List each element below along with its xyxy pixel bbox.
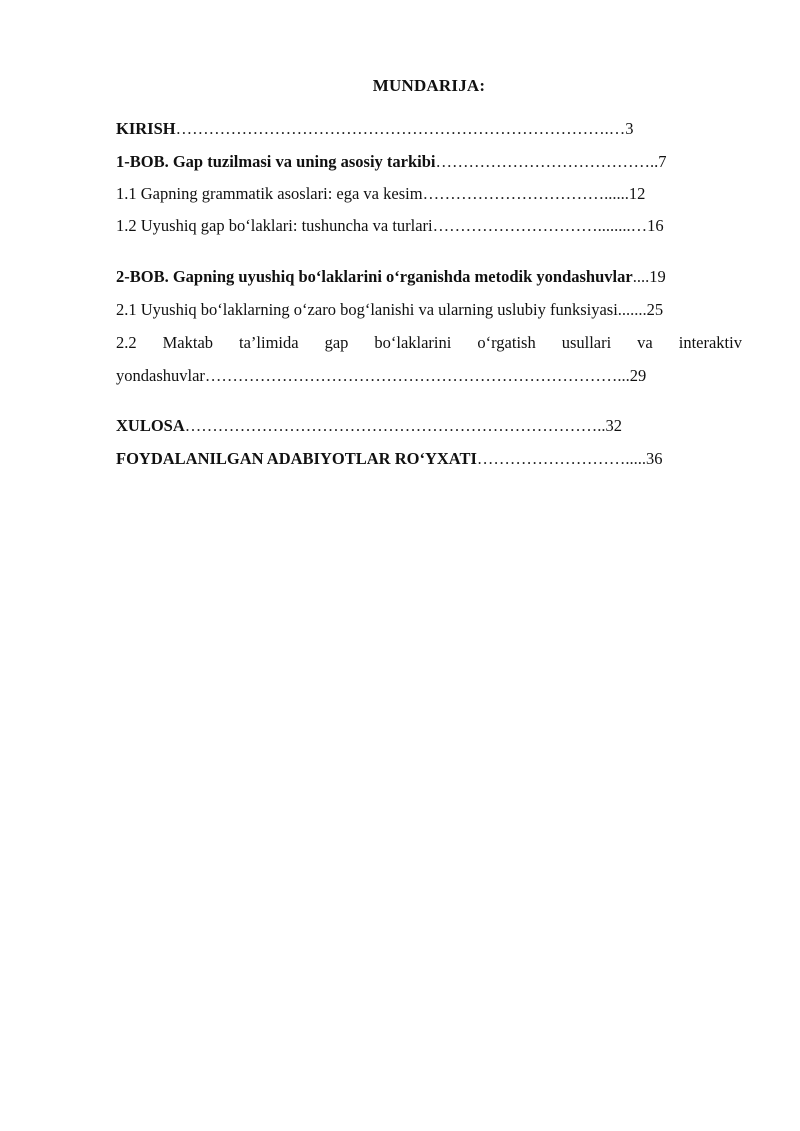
- toc-entry-xulosa: [116, 416, 742, 436]
- toc-leader: ……………………………......: [422, 184, 629, 203]
- toc-entry-section-1-1: [116, 184, 742, 204]
- toc-word: usullari: [561, 333, 612, 352]
- toc-entry-chapter-1: [116, 152, 742, 172]
- toc-entry-label: KIRISH: [116, 119, 176, 138]
- toc-word: Maktab: [162, 333, 214, 352]
- toc-entry-label: 2-BOB. Gapning uyushiq bo‘laklarini o‘rganishda metodik yondashuvlar: [116, 267, 633, 286]
- toc-word: 2.2: [116, 333, 137, 352]
- toc-leader: …………………………........…: [432, 216, 648, 235]
- toc-entry-label: XULOSA: [116, 416, 185, 435]
- toc-entry-label: 2.1 Uyushiq bo‘laklarning o‘zaro bog‘lanishi va ularning uslubiy funksiyasi: [116, 300, 618, 319]
- toc-page-number: 36: [646, 449, 663, 468]
- toc-entry-references: [116, 449, 742, 469]
- toc-word: bo‘laklarini: [374, 333, 452, 352]
- toc-entry-label: 1-BOB. Gap tuzilmasi va uning asosiy tarkibi: [116, 152, 436, 171]
- page-title: MUNDARIJA:: [372, 76, 486, 95]
- toc-page-number: 3: [625, 119, 634, 138]
- toc-word: o‘rgatish: [477, 333, 536, 352]
- toc-entry-kirish: [116, 119, 742, 139]
- toc-entry-label: yondashuvlar: [116, 366, 205, 385]
- toc-entry-section-2-1: [116, 300, 742, 320]
- toc-page-number: 32: [605, 416, 623, 435]
- toc-entry-label: 1.2 Uyushiq gap bo‘laklari: tushuncha va turlari: [116, 216, 433, 235]
- toc-page-number: 16: [647, 216, 664, 235]
- toc-page-number: 25: [646, 300, 664, 319]
- toc-entry-section-2-2-continued: [116, 366, 742, 386]
- toc-entry-section-2-2: [116, 333, 742, 353]
- toc-page-number: 12: [628, 184, 646, 203]
- toc-leader: ……………………….....: [476, 449, 647, 468]
- toc-entry-chapter-2: [116, 267, 742, 287]
- toc-leader: …………………………………………………………………….…: [175, 119, 626, 138]
- toc-leader: …………………………………………………………………..: [184, 416, 606, 435]
- toc-word: interaktiv: [678, 333, 742, 352]
- toc-entry-label: 1.1 Gapning grammatik asoslari: ega va kesim: [116, 184, 423, 203]
- toc-entry-label: FOYDALANILGAN ADABIYOTLAR RO‘YXATI: [116, 449, 477, 468]
- toc-leader: ………………………………….: [435, 152, 655, 171]
- toc-word: ta’limida: [239, 333, 299, 352]
- toc-word: va: [637, 333, 653, 352]
- toc-page-number: 29: [629, 366, 647, 385]
- toc-entry-section-1-2: [116, 216, 742, 236]
- toc-leader: …………………………………………………………………...: [204, 366, 630, 385]
- toc-leader: ....: [632, 267, 650, 286]
- toc-leader: .......: [617, 300, 647, 319]
- toc-page-number: .7: [654, 152, 667, 171]
- toc-page-number: 19: [649, 267, 666, 286]
- toc-word: gap: [324, 333, 349, 352]
